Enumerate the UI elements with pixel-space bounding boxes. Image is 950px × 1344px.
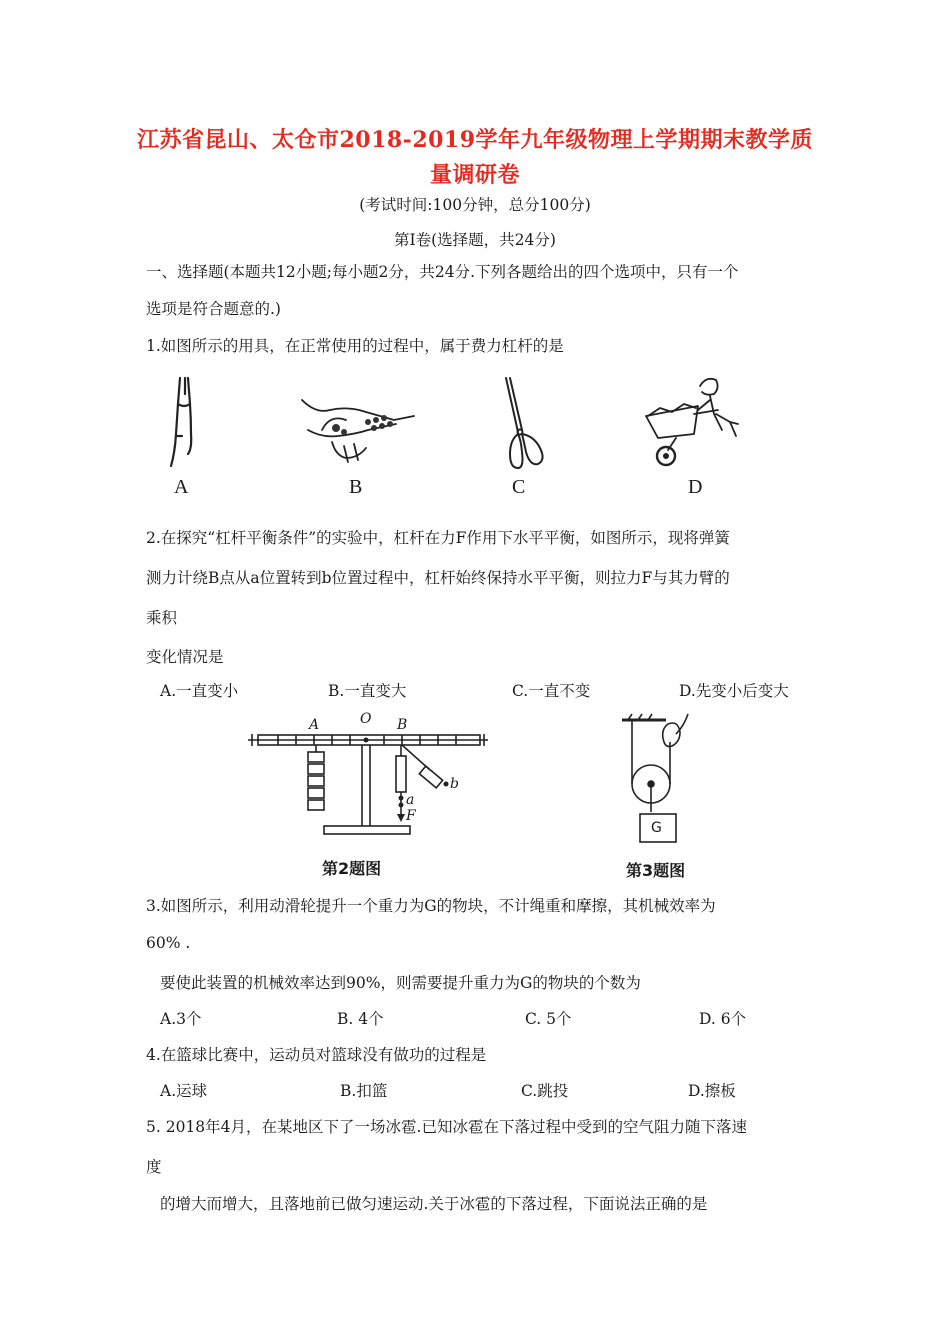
q4-option-c: C.跳投 — [521, 1082, 569, 1100]
q3-option-c: C. 5个 — [525, 1010, 572, 1028]
q2-option-d: D.先变小后变大 — [679, 682, 789, 700]
q2-stem-line4: 变化情况是 — [146, 648, 224, 666]
q2-stem-line2: 测力计绕B点从a位置转到b位置过程中，杠杆始终保持水平平衡，则拉力F与其力臂的 — [146, 569, 730, 587]
q2-option-c: C.一直不变 — [512, 682, 591, 700]
q5-stem-line2: 度 — [146, 1158, 162, 1176]
q3-option-a: A.3个 — [160, 1010, 202, 1028]
q2-stem-line3: 乘积 — [146, 609, 178, 627]
exam-info: (考试时间:100分钟，总分100分) — [359, 196, 591, 214]
q3-stem-line2: 60% . — [146, 934, 191, 952]
q1-label-a: A — [174, 476, 189, 498]
q2-stem-line1: 2.在探究“杠杆平衡条件”的实验中，杠杆在力F作用下水平平衡，如图所示，现将弹簧 — [146, 529, 730, 547]
q4-option-a: A.运球 — [160, 1082, 208, 1100]
section1-instructions-line1: 一、选择题(本题共12小题;每小题2分，共24分.下列各题给出的四个选项中，只有一个 — [146, 263, 739, 281]
title-line-2: 量调研卷 — [429, 162, 520, 188]
q3-option-d: D. 6个 — [699, 1010, 747, 1028]
fig2-letter-f: F — [406, 808, 416, 824]
q3-stem-line3: 要使此装置的机械效率达到90%，则需要提升重力为G的物块的个数为 — [160, 974, 641, 992]
fig2-letter-a-lower: a — [406, 792, 415, 808]
q1-label-b: B — [349, 476, 363, 498]
fig2-letter-a-upper: A — [309, 717, 320, 733]
section1-instructions-line2: 选项是符合题意的.) — [146, 300, 281, 318]
q1-label-c: C — [512, 476, 526, 498]
wheelbarrow-figure — [640, 370, 750, 470]
fig3-caption: 第3题图 — [626, 861, 686, 880]
q5-stem-line3: 的增大而增大，且落地前已做匀速运动.关于冰雹的下落过程，下面说法正确的是 — [160, 1195, 708, 1213]
fig2-letter-b-upper: B — [397, 717, 408, 733]
nutcracker-hand-figure — [296, 386, 418, 466]
fig2-letter-o: O — [360, 711, 372, 727]
title-line-1: 江苏省昆山、太仓市2018-2019学年九年级物理上学期期末教学质 — [136, 127, 814, 153]
q2-option-a: A.一直变小 — [160, 682, 239, 700]
fig2-letter-b-lower: b — [450, 776, 459, 792]
q1-label-d: D — [688, 476, 703, 498]
q4-option-d: D.擦板 — [688, 1082, 736, 1100]
q4-stem: 4.在篮球比赛中，运动员对篮球没有做功的过程是 — [146, 1046, 487, 1064]
q1-stem: 1.如图所示的用具，在正常使用的过程中，属于费力杠杆的是 — [146, 337, 564, 355]
q3-stem-line1: 3.如图所示，利用动滑轮提升一个重力为G的物块，不计绳重和摩擦，其机械效率为 — [146, 897, 716, 915]
q4-option-b: B.扣篮 — [340, 1082, 388, 1100]
volume-heading: 第Ⅰ卷(选择题，共24分) — [394, 231, 556, 249]
scissors-figure — [496, 374, 552, 474]
fig3-block-label: G — [651, 820, 662, 836]
q5-stem-line1: 5. 2018年4月，在某地区下了一场冰雹.已知冰雹在下落过程中受到的空气阻力随下落速 — [146, 1118, 747, 1136]
q2-option-b: B.一直变大 — [328, 682, 407, 700]
fig2-caption: 第2题图 — [322, 859, 382, 878]
lever-experiment-figure — [244, 710, 494, 840]
q3-option-b: B. 4个 — [337, 1010, 384, 1028]
tongs-figure — [158, 374, 208, 474]
